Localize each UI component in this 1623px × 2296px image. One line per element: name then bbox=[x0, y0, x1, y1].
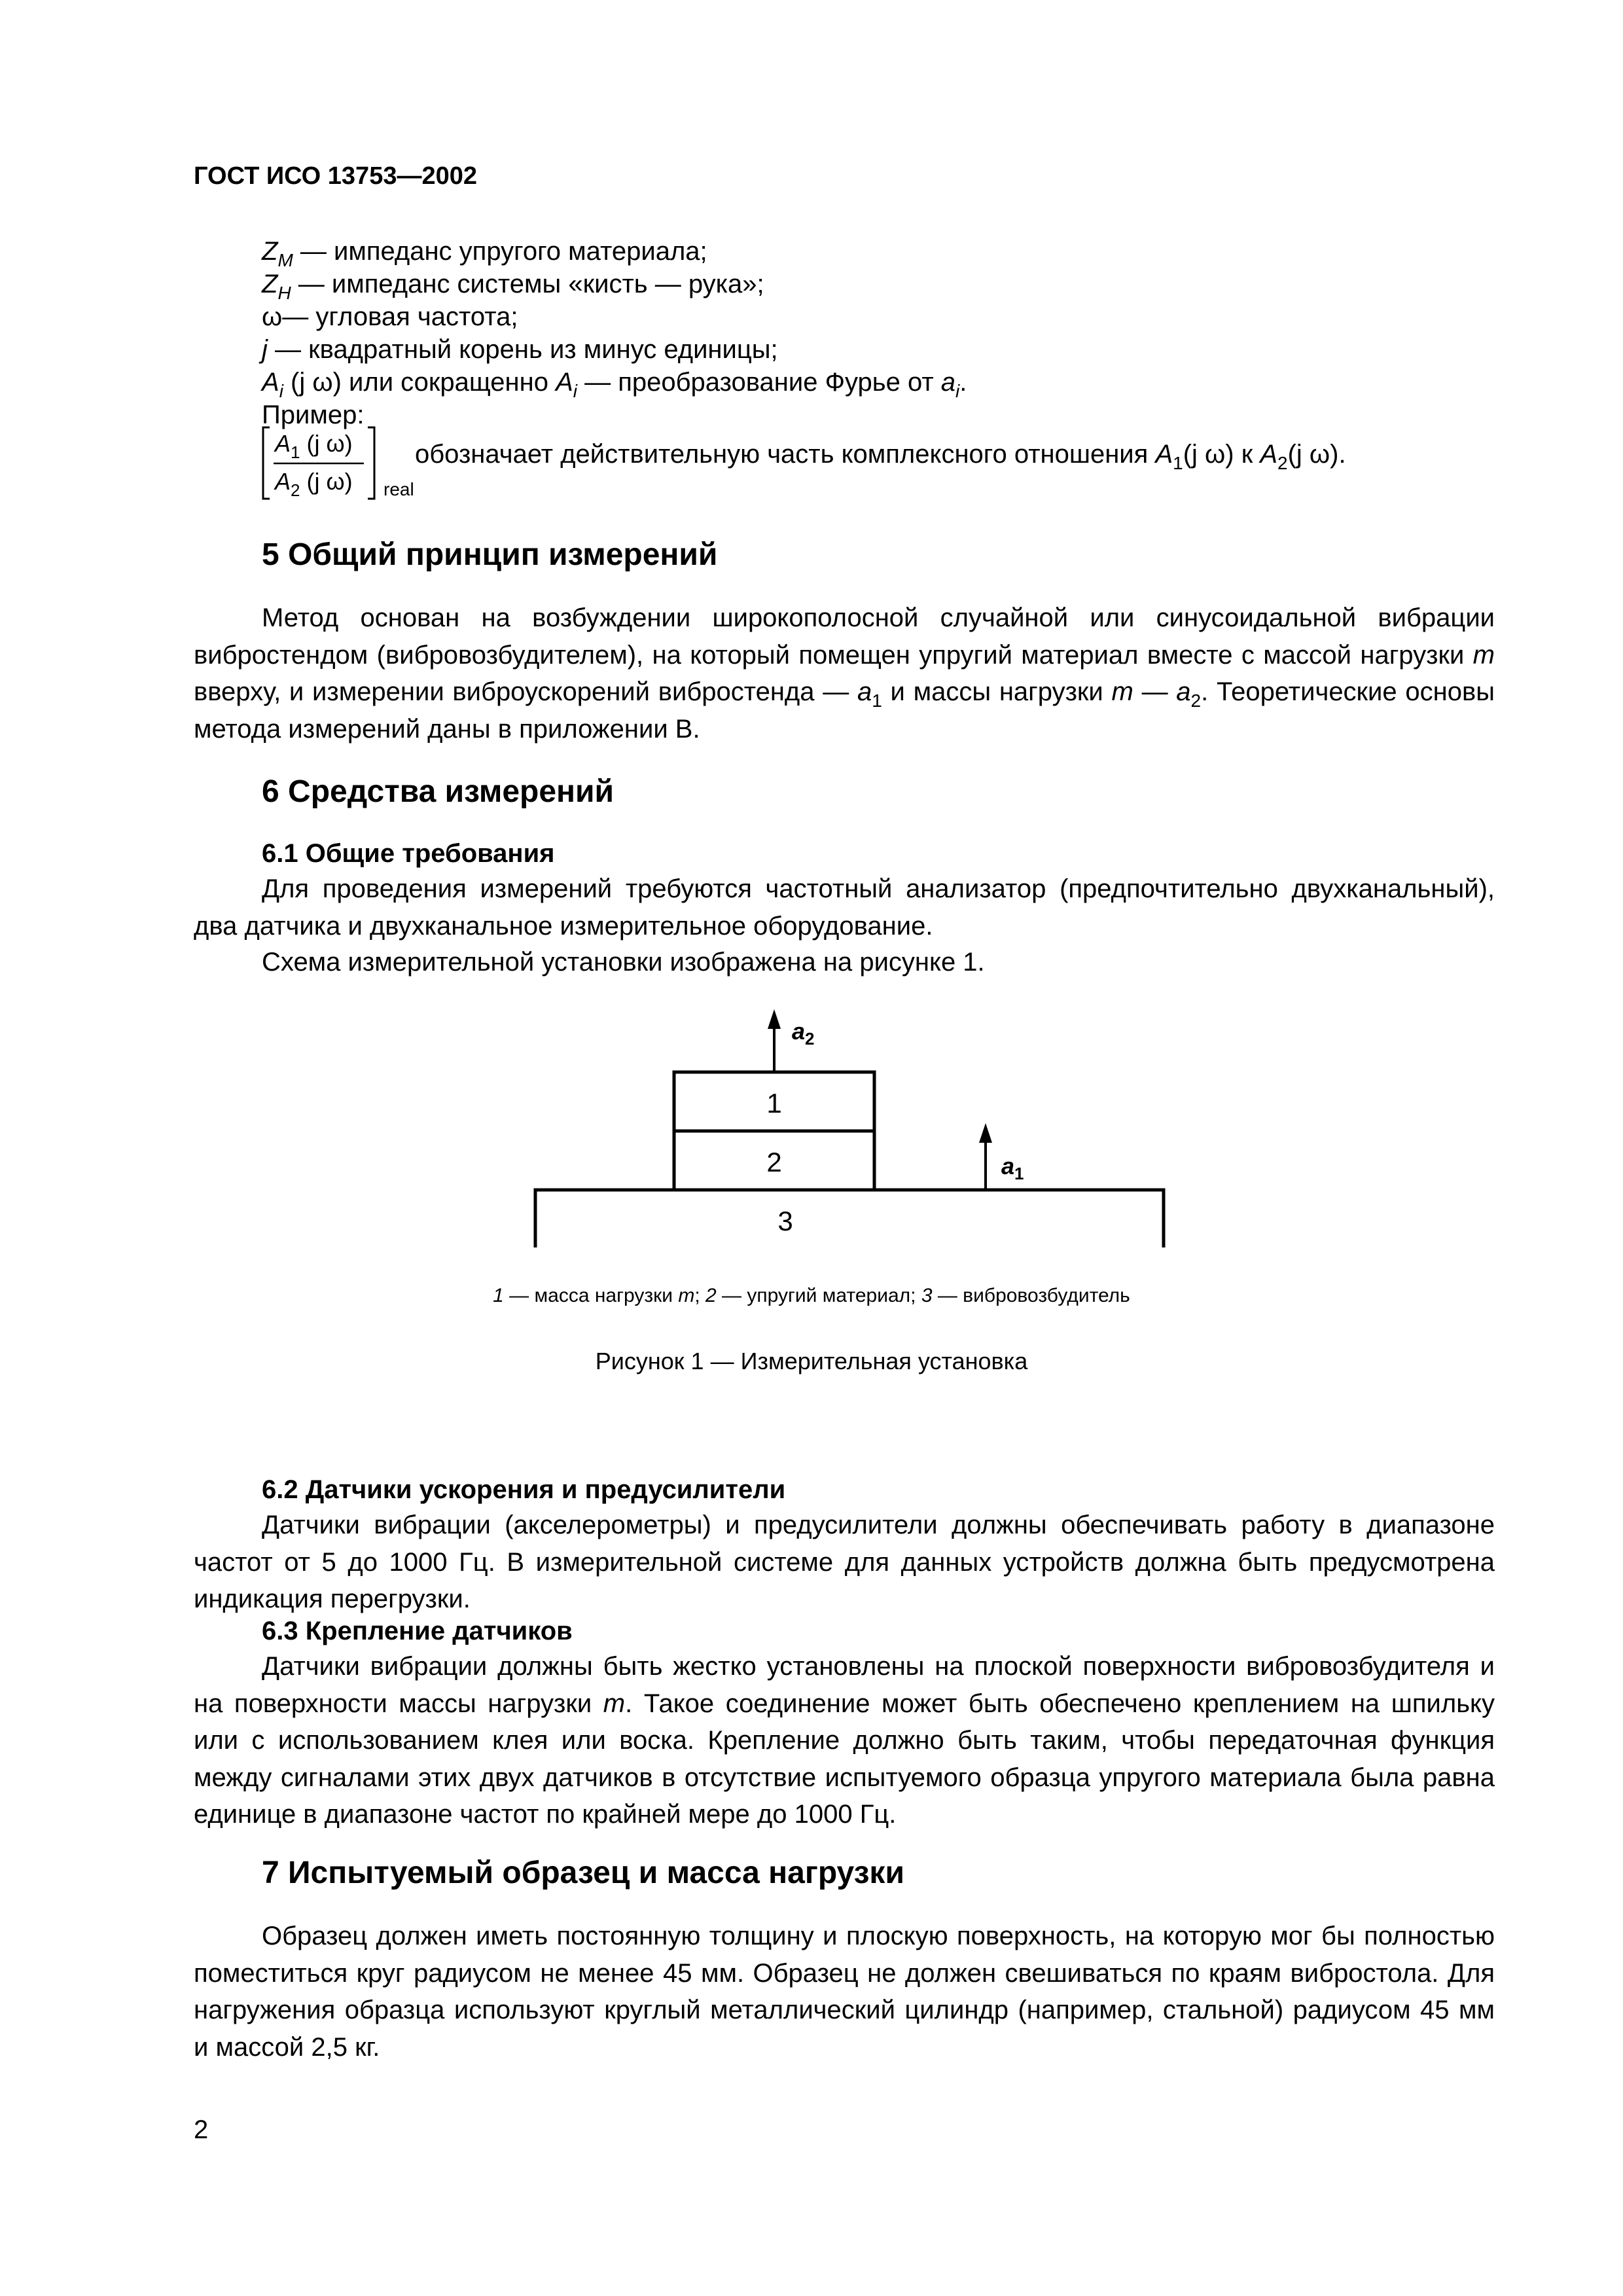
label-3: 3 bbox=[777, 1206, 793, 1236]
example-text: обозначает действительную часть комплексного отношения $A_1(j$ ω) к $A_2(j$ ω). bbox=[415, 440, 1346, 473]
section-6-1-title: 6.1 Общие требования bbox=[262, 839, 555, 868]
section-6-3-paragraph: Датчики вибрации должны быть жестко установлены на плоской поверхности вибровозбудителя и на поверхности массы нагрузки m. Такое соединение может быть обеспечено креплением на шпильку или с использованием клея или воска. Крепление должно быть таким, чтобы передаточная функция между сигналами этих двух датчиков в отсутствие испытуемого образца упругого материала была равна единице в диапазоне частот по крайней мере до 1000 Гц. bbox=[194, 1652, 1495, 1829]
page-number: 2 bbox=[194, 2115, 209, 2144]
section-6-3-title: 6.3 Крепление датчиков bbox=[262, 1617, 573, 1645]
section-6-1-paragraph-2: Схема измерительной установки изображена на рисунке 1. bbox=[262, 948, 985, 977]
definition-zm: $Z_M$ — импеданс упругого материала; bbox=[262, 237, 707, 270]
label-a2: $a_2$ bbox=[792, 1018, 815, 1049]
section-5-paragraph: Метод основан на возбуждении широкополосной случайной или синусоидальной вибрации вибростендом (вибровозбудителем), на который помещен упругий материал вместе с массой нагрузки m вверху, и измерении виброускорений вибростенда — $a_1$ и массы нагрузки m — $a_2$. Теоретические основы метода измерений даны в приложении В. bbox=[194, 603, 1495, 744]
section-7-title: 7 Испытуемый образец и масса нагрузки bbox=[262, 1856, 904, 1890]
vibrator-outline bbox=[535, 1190, 1164, 1247]
fraction-numerator: $A_1$ (j ω) bbox=[275, 430, 353, 462]
fraction-subscript-real: real bbox=[383, 479, 414, 499]
document-header: ГОСТ ИСО 13753—2002 bbox=[194, 162, 477, 190]
section-6-2-paragraph: Датчики вибрации (акселерометры) и предусилители должны обеспечивать работу в диапазоне частот от 5 до 1000 Гц. В измерительной системе для данных устройств должна быть предусмотрена индикация перегрузки. bbox=[194, 1511, 1495, 1613]
section-7-paragraph: Образец должен иметь постоянную толщину и плоскую поверхность, на которую мог бы полностью поместиться круг радиусом не менее 45 мм. Образец не должен свешиваться по краям вибростола. Для нагружения образца используют круглый металлический цилиндр (например, стальной) радиусом 45 мм и массой 2,5 кг. bbox=[194, 1922, 1495, 2062]
figure-1-legend: 1 — масса нагрузки m; 2 — упругий материал; 3 — вибровозбудитель bbox=[493, 1285, 1130, 1306]
arrow-a1-head bbox=[979, 1123, 992, 1143]
label-1: 1 bbox=[766, 1088, 782, 1119]
section-5-title: 5 Общий принцип измерений bbox=[262, 537, 718, 572]
definition-fourier: $A_i$ (j ω) или сокращенно $A_i$ — преобразование Фурье от $a_i$. bbox=[262, 368, 967, 401]
figure-1-diagram bbox=[524, 1008, 1178, 1257]
arrow-a2-head bbox=[768, 1009, 781, 1029]
section-6-1-paragraph-1: Для проведения измерений требуются частотный анализатор (предпочтительно двухканальный), два датчика и двухканальное измерительное оборудование. bbox=[194, 874, 1495, 941]
definition-omega: ω— угловая частота; bbox=[262, 302, 518, 331]
definition-j: j — квадратный корень из минус единицы; bbox=[262, 335, 778, 364]
label-a1: $a_1$ bbox=[1001, 1153, 1024, 1183]
section-6-2-title: 6.2 Датчики ускорения и предусилители bbox=[262, 1475, 786, 1504]
fraction-denominator: $A_2$ (j ω) bbox=[275, 468, 353, 500]
example-fraction bbox=[260, 425, 437, 503]
figure-1-title: Рисунок 1 — Измерительная установка bbox=[595, 1348, 1028, 1374]
example-label: Пример: bbox=[262, 401, 365, 429]
definition-zh: $Z_H$ — импеданс системы «кисть — рука»; bbox=[262, 270, 764, 303]
section-6-title: 6 Средства измерений bbox=[262, 774, 615, 809]
label-2: 2 bbox=[766, 1147, 782, 1177]
